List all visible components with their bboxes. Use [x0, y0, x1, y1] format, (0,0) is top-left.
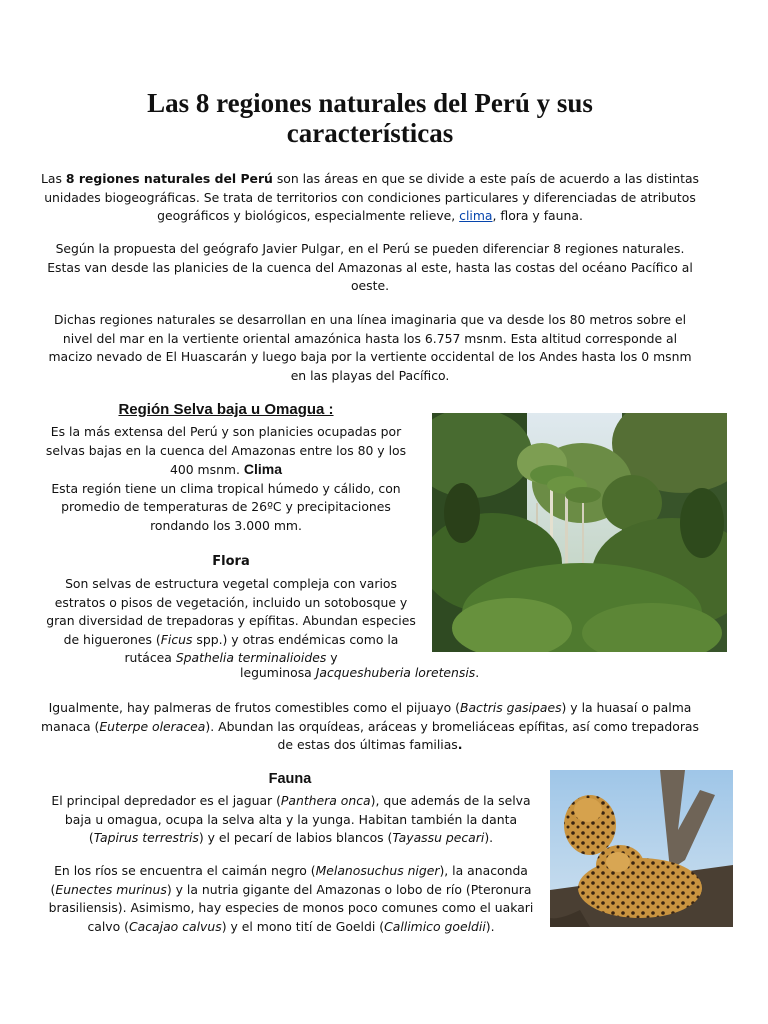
text: ).: [484, 830, 494, 845]
palms-paragraph: [40, 699, 700, 755]
text: ) y el pecarí de labios blancos (: [198, 830, 393, 845]
italic-text: Euterpe oleracea: [99, 718, 206, 734]
section-heading: Región Selva baja u Omagua :: [118, 401, 334, 418]
jaguar-illustration: [550, 770, 733, 927]
flora-heading: Flora: [212, 554, 250, 569]
jungle-illustration: [432, 413, 727, 652]
italic-text: Cacajao calvus: [129, 918, 222, 934]
text: En los ríos se encuentra el caimán negro (: [54, 863, 316, 878]
text: Son selvas de estructura vegetal compleja con varios estratos o pisos de vegetación, incluido un sotobosque y gran diversidad de trepadoras y epífitas. Abundan especies de higuerones (: [46, 576, 416, 647]
italic-text: Spathelia terminalioides: [175, 650, 327, 665]
text: El principal depredador es el jaguar (: [51, 793, 281, 808]
italic-text: Callimico goeldii: [384, 918, 486, 934]
text: .: [475, 665, 480, 680]
text: leguminosa: [240, 665, 316, 680]
bold-text: 8 regiones naturales del Perú: [65, 171, 273, 186]
text: son las áreas en que se divide a este país de acuerdo a las distintas unidades biogeográficas. Se trata de territorios con condiciones particulares y diferenciadas de atributos geográficos y biológicos, especialmente relieve,: [44, 171, 699, 223]
italic-text: Eunectes murinus: [55, 881, 167, 897]
text: ) y la nutria gigante del Amazonas o lobo de río (Pteronura brasiliensis). Asimismo, hay especies de monos poco comunes como el uakari calvo (: [48, 881, 534, 934]
text: Es la más extensa del Perú y son planicies ocupadas por selvas bajas en la cuenca del Amazonas entre los 80 y los 400 msnm.: [45, 424, 407, 477]
text: ).: [485, 918, 495, 934]
intro-paragraph-3: Dichas regiones naturales se desarrollan en una línea imaginaria que va desde los 80 metros sobre el nivel del mar en la vertiente oriental amazónica hasta los 6.757 msnm. Esta altitud corresponde al macizo nevado de El Huascarán y luego baja por la vertiente occidental de los Andes hasta los 0 msnm en las playas del Pacífico.: [48, 312, 692, 383]
italic-text: Ficus: [160, 631, 193, 647]
italic-text: Melanosuchus niger: [315, 863, 440, 878]
page-title: Las 8 regiones naturales del Perú y sus características: [147, 88, 593, 148]
italic-text: Tayassu pecari: [392, 830, 485, 845]
text: ), la anaconda (: [50, 863, 528, 897]
clima-text: Esta región tiene un clima tropical húmedo y cálido, con promedio de temperaturas de 26ºC y precipitaciones rondando los 3.000 mm.: [51, 480, 401, 533]
text: spp.) y otras endémicas como la rutácea: [124, 631, 399, 665]
region-description: [40, 423, 412, 535]
italic-text: Jacqueshuberia loretensis: [315, 665, 476, 680]
text: ). Abundan las orquídeas, aráceas y bromeliáceas epífitas, así como trepadoras de estas dos últimas familias: [205, 718, 699, 752]
text: ), que además de la selva baja u omagua, ocupa la selva alta y la yunga. Habitan también la danta (: [64, 793, 531, 845]
fauna-paragraph-1: [40, 792, 542, 848]
flora-paragraph-end: [240, 664, 540, 683]
jungle-photo: [432, 413, 727, 652]
flora-paragraph: [40, 575, 422, 668]
bold-period: .: [457, 737, 463, 752]
text: Igualmente, hay palmeras de frutos comestibles como el pijuayo (: [48, 700, 460, 715]
text: , flora y fauna.: [492, 208, 583, 223]
text: Las: [41, 171, 66, 186]
clima-heading: Clima: [243, 461, 283, 477]
italic-text: Panthera onca: [280, 793, 371, 808]
intro-paragraph-2: Según la propuesta del geógrafo Javier Pulgar, en el Perú se pueden diferenciar 8 regiones naturales. Estas van desde las planicies de la cuenca del Amazonas al este, hasta las costas del océano Pacífico al oeste.: [47, 241, 693, 293]
italic-text: Bactris gasipaes: [459, 700, 562, 715]
jaguar-photo: [550, 770, 733, 927]
italic-text: Tapirus terrestris: [93, 830, 199, 845]
clima-link[interactable]: clima: [459, 208, 493, 223]
intro-paragraph-1: [40, 170, 700, 226]
text: ) y el mono tití de Goeldi (: [221, 918, 385, 934]
text: y: [326, 650, 338, 665]
fauna-heading: Fauna: [268, 771, 312, 787]
fauna-paragraph-2: [40, 862, 542, 936]
text: ) y la huasaí o palma manaca (: [41, 700, 692, 734]
